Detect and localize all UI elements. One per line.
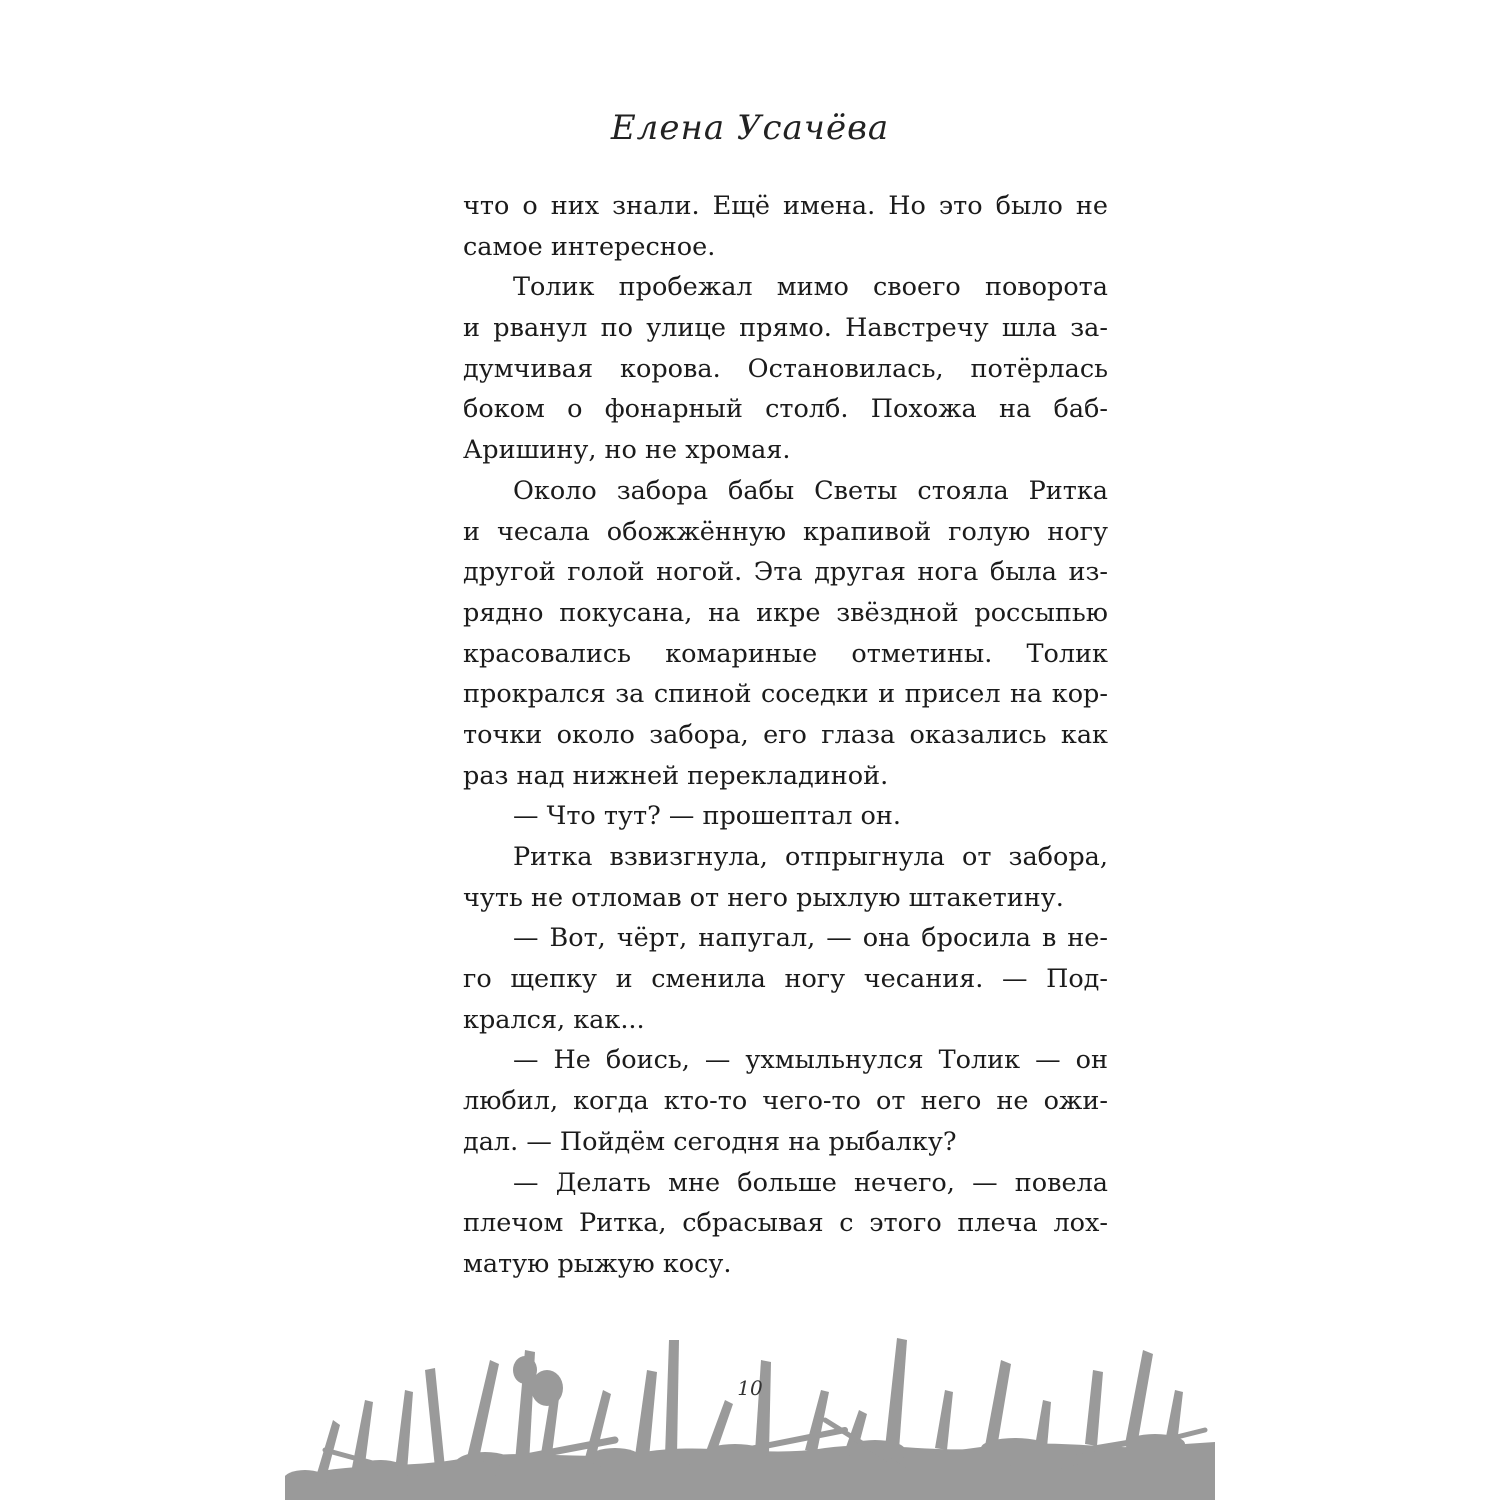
text-line: боком о фонарный столб. Похожа на баб- <box>463 394 1108 425</box>
text-line: чуть не отломав от него рыхлую штакетину. <box>463 882 1064 913</box>
text-line: и чесала обожжённую крапивой голую ногу <box>463 516 1108 547</box>
text-line: что о них знали. Ещё имена. Но это было не <box>463 191 1108 221</box>
text-line: Около забора бабы Светы стояла Ритка <box>513 475 1108 506</box>
running-title: Елена Усачёва <box>610 108 890 148</box>
text-line: крался, как... <box>463 1004 645 1035</box>
text-line: матую рыжую косу. <box>463 1248 732 1279</box>
text-line: дал. — Пойдём сегодня на рыбалку? <box>463 1126 957 1157</box>
text-line: — Что тут? — прошептал он. <box>513 801 902 832</box>
page-number: 10 <box>737 1376 763 1400</box>
text-line: рядно покусана, на икре звёздной россыпью <box>463 597 1108 628</box>
text-line: раз над нижней перекладиной. <box>463 760 889 791</box>
grass-silhouette-icon <box>285 1330 1215 1500</box>
text-line: Толик пробежал мимо своего поворота <box>513 272 1108 303</box>
text-line: Ритка взвизгнула, отпрыгнула от забора, <box>513 842 1108 872</box>
text-line: — Делать мне больше нечего, — повела <box>513 1167 1108 1198</box>
text-line: точки около забора, его глаза оказались как <box>463 719 1108 750</box>
text-line: прокрался за спиной соседки и присел на кор- <box>463 679 1108 710</box>
body-text <box>463 186 1108 1285</box>
text-line: го щепку и сменила ногу чесания. — Под- <box>463 964 1108 995</box>
text-line: думчивая корова. Остановилась, потёрлась <box>463 353 1108 384</box>
text-line: и рванул по улице прямо. Навстречу шла за- <box>463 313 1108 344</box>
text-line: Аришину, но не хромая. <box>463 435 791 466</box>
text-line: — Вот, чёрт, напугал, — она бросила в не- <box>513 923 1108 954</box>
text-line: другой голой ногой. Эта другая нога была из- <box>463 557 1108 588</box>
text-line: плечом Ритка, сбрасывая с этого плеча лох- <box>463 1208 1108 1239</box>
text-line: самое интересное. <box>463 231 716 262</box>
text-line: красовались комариные отметины. Толик <box>463 638 1108 669</box>
text-line: — Не боись, — ухмыльнулся Толик — он <box>513 1045 1108 1076</box>
text-line: любил, когда кто-то чего-то от него не ожи- <box>463 1086 1108 1117</box>
